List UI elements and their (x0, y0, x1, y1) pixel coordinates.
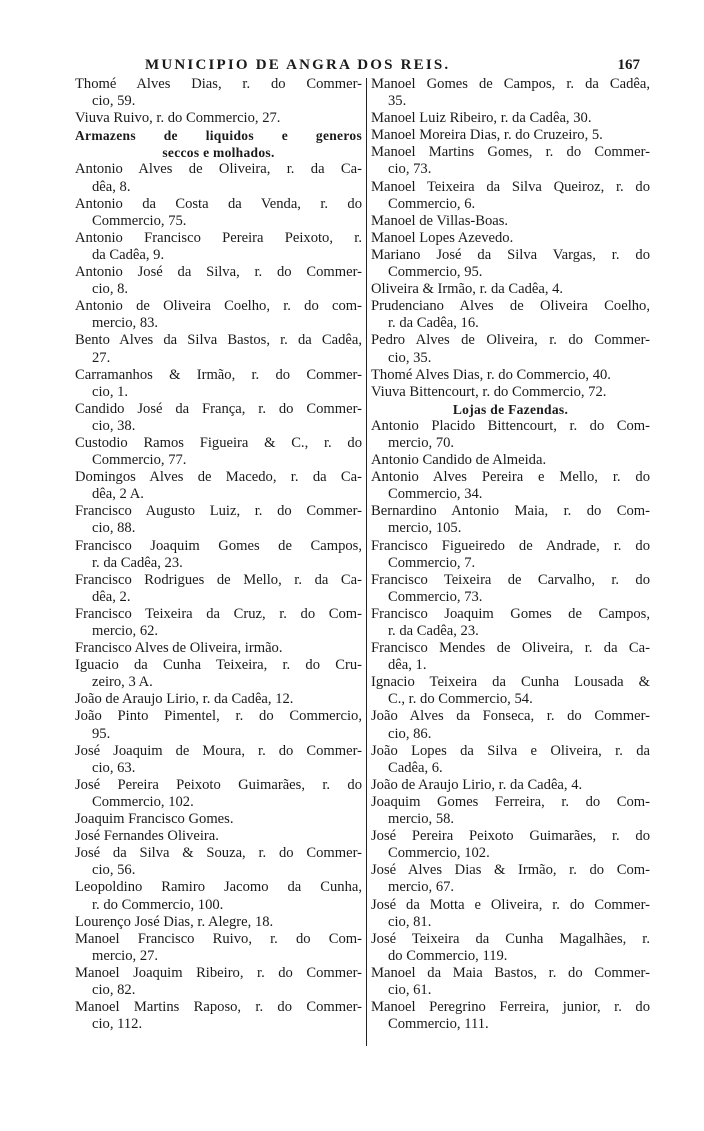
entry-line: Mariano José da Silva Vargas, r. do (371, 246, 650, 263)
directory-entry (75, 691, 362, 708)
entry-line: João Alves da Fonseca, r. do Commer- (371, 708, 650, 725)
directory-entry (75, 538, 362, 572)
entry-line: Carramanhos & Irmão, r. do Commer- (75, 366, 362, 383)
entry-line: Manoel Lopes Azevedo. (371, 229, 514, 246)
entry-line: Bernardino Antonio Maia, r. do Com- (371, 503, 650, 520)
entry-line: 35. (388, 93, 407, 110)
entry-line: Manoel Martins Raposo, r. do Commer- (75, 999, 362, 1016)
directory-entry (371, 794, 650, 828)
entry-line: Commercio, 95. (388, 264, 483, 281)
entry-line: da Cadêa, 9. (92, 246, 165, 263)
entry-line: Manoel de Villas-Boas. (371, 212, 509, 229)
entry-line: Prudenciano Alves de Oliveira Coelho, (371, 298, 650, 315)
entry-line: Antonio Alves de Oliveira, r. da Ca- (75, 161, 362, 178)
entry-line: Iguacio da Cunha Teixeira, r. do Cru- (75, 657, 362, 674)
directory-entry (371, 110, 650, 127)
entry-line: 95. (92, 725, 111, 742)
entry-line: cio, 1. (92, 383, 129, 400)
directory-entry (371, 230, 650, 247)
entry-line: Francisco Rodrigues de Mello, r. da Ca- (75, 571, 362, 588)
entry-line: mercio, 83. (92, 315, 159, 332)
entry-line: Thomé Alves Dias, r. do Commer- (75, 76, 362, 92)
entry-line: Bento Alves da Silva Bastos, r. da Cadêa, (75, 332, 362, 349)
entry-line: mercio, 58. (388, 811, 455, 828)
directory-entry (75, 401, 362, 435)
entry-line: João Lopes da Silva e Oliveira, r. da (371, 742, 650, 759)
entry-line: Francisco Joaquim Gomes de Campos, (75, 537, 362, 554)
directory-entry (371, 76, 650, 110)
directory-entry (371, 777, 650, 794)
entry-line: cio, 88. (92, 520, 136, 537)
entry-line: Viuva Bittencourt, r. do Commercio, 72. (371, 383, 607, 400)
entry-line: cio, 61. (388, 981, 432, 998)
entry-line: cio, 86. (388, 725, 432, 742)
entry-line: Cadêa, 6. (388, 759, 443, 776)
entry-line: cio, 59. (92, 93, 136, 110)
directory-entry (371, 367, 650, 384)
directory-entry (75, 879, 362, 913)
entry-line: cio, 81. (388, 913, 432, 930)
entry-line: João Pinto Pimentel, r. do Commercio, (75, 708, 362, 725)
directory-entry (75, 572, 362, 606)
directory-entry (75, 743, 362, 777)
directory-entry (75, 931, 362, 965)
entry-line: Commercio, 6. (388, 195, 476, 212)
directory-entry (75, 845, 362, 879)
entry-line: Manoel Peregrino Ferreira, junior, r. do (371, 999, 650, 1016)
entry-line: João de Araujo Lirio, r. da Cadêa, 12. (75, 691, 294, 708)
entry-line: r. do Commercio, 100. (92, 896, 224, 913)
directory-entry (371, 247, 650, 281)
entry-line: r. da Cadêa, 23. (388, 623, 479, 639)
entry-line: Commercio, 73. (388, 588, 483, 605)
entry-line: José Teixeira da Cunha Magalhães, r. (371, 930, 650, 947)
entry-line: cio, 38. (92, 417, 136, 434)
entry-line: José da Motta e Oliveira, r. do Commer- (371, 896, 650, 913)
directory-entry (75, 914, 362, 931)
directory-entry (75, 230, 362, 264)
entry-line: Antonio Candido de Almeida. (371, 452, 547, 469)
entry-line: Commercio, 75. (92, 212, 187, 229)
entry-line: Commercio, 7. (388, 554, 476, 571)
directory-entry (371, 965, 650, 999)
entry-line: Commercio, 111. (388, 1016, 489, 1033)
entry-line: José Pereira Peixoto Guimarães, r. do (371, 828, 650, 845)
entry-line: João de Araujo Lirio, r. da Cadêa, 4. (371, 776, 583, 793)
entry-line: mercio, 105. (388, 520, 462, 537)
entry-line: Francisco Alves de Oliveira, irmão. (75, 640, 283, 657)
directory-entry (371, 640, 650, 674)
directory-entry (75, 196, 362, 230)
entry-line: Commercio, 102. (92, 793, 194, 810)
entry-line: Ignacio Teixeira da Cunha Lousada & (371, 674, 650, 691)
running-header (145, 57, 640, 77)
entry-line: Antonio Francisco Pereira Peixoto, r. (75, 229, 362, 246)
directory-entry (371, 452, 650, 469)
entry-line: r. da Cadêa, 23. (92, 554, 183, 571)
entry-line: Commercio, 77. (92, 452, 187, 469)
entry-line: cio, 112. (92, 1016, 143, 1033)
entry-line: Francisco Joaquim Gomes de Campos, (371, 605, 650, 622)
entry-line: dêa, 2. (92, 588, 131, 605)
entry-line: dêa, 8. (92, 178, 131, 195)
entry-line: Commercio, 102. (388, 845, 490, 862)
directory-entry (75, 161, 362, 195)
entry-line: dêa, 1. (388, 657, 427, 674)
entry-line: 27. (92, 349, 111, 366)
entry-line: Joaquim Francisco Gomes. (75, 811, 234, 828)
entry-line: Antonio Placido Bittencourt, r. do Com- (371, 417, 650, 434)
entry-line: Manoel Luiz Ribeiro, r. da Cadêa, 30. (371, 110, 592, 127)
entry-line: C., r. do Commercio, 54. (388, 691, 533, 708)
left-column (75, 76, 362, 1033)
entry-line: mercio, 62. (92, 623, 159, 639)
entry-line: Francisco Figueiredo de Andrade, r. do (371, 537, 650, 554)
heading-line: Armazens de liquidos e generos (75, 128, 362, 144)
entry-line: Antonio José da Silva, r. do Commer- (75, 264, 362, 281)
entry-line: Francisco Teixeira de Carvalho, r. do (371, 571, 650, 588)
directory-entry (75, 828, 362, 845)
entry-line: José Fernandes Oliveira. (75, 828, 219, 845)
directory-entry (371, 384, 650, 401)
page-header-title: MUNICIPIO DE ANGRA DOS REIS. (145, 57, 451, 73)
entry-line: Antonio da Costa da Venda, r. do (75, 195, 362, 212)
directory-entry (75, 503, 362, 537)
directory-entry (371, 213, 650, 230)
entry-line: cio, 82. (92, 981, 136, 998)
directory-entry (371, 332, 650, 366)
page-number: 167 (617, 57, 640, 73)
directory-entry (75, 469, 362, 503)
heading-line: Lojas de Fazendas. (452, 401, 569, 417)
directory-entry (371, 862, 650, 896)
entry-line: Candido José da França, r. do Commer- (75, 400, 362, 417)
entry-line: r. da Cadêa, 16. (388, 315, 479, 332)
entry-line: Pedro Alves de Oliveira, r. do Commer- (371, 332, 650, 349)
right-column (371, 76, 650, 1033)
directory-entry (371, 708, 650, 742)
directory-entry (371, 743, 650, 777)
directory-entry (371, 931, 650, 965)
directory-entry (75, 76, 362, 110)
directory-entry (75, 657, 362, 691)
entry-line: Leopoldino Ramiro Jacomo da Cunha, (75, 879, 362, 896)
directory-entry (371, 828, 650, 862)
entry-line: Manoel Teixeira da Silva Queiroz, r. do (371, 178, 650, 195)
entry-line: cio, 63. (92, 759, 136, 776)
entry-line: Viuva Ruivo, r. do Commercio, 27. (75, 110, 281, 127)
directory-entry (371, 298, 650, 332)
entry-line: Custodio Ramos Figueira & C., r. do (75, 434, 362, 451)
entry-line: Manoel Joaquim Ribeiro, r. do Commer- (75, 964, 362, 981)
entry-line: Manoel Martins Gomes, r. do Commer- (371, 144, 650, 161)
entry-line: José Joaquim de Moura, r. do Commer- (75, 742, 362, 759)
entry-line: zeiro, 3 A. (92, 674, 153, 691)
heading-line: seccos e molhados. (162, 145, 275, 161)
directory-entry (371, 674, 650, 708)
directory-entry (371, 572, 650, 606)
directory-entry (75, 332, 362, 366)
entry-line: Joaquim Gomes Ferreira, r. do Com- (371, 793, 650, 810)
entry-line: José Alves Dias & Irmão, r. do Com- (371, 862, 650, 879)
directory-entry (371, 897, 650, 931)
directory-entry (371, 418, 650, 452)
entry-line: Francisco Mendes de Oliveira, r. da Ca- (371, 640, 650, 657)
directory-entry (75, 965, 362, 999)
directory-entry (371, 179, 650, 213)
entry-line: Francisco Teixeira da Cruz, r. do Com- (75, 605, 362, 622)
column-divider (366, 78, 367, 1046)
directory-entry (371, 281, 650, 298)
directory-entry (371, 127, 650, 144)
directory-entry (371, 144, 650, 178)
entry-line: Manoel Gomes de Campos, r. da Cadêa, (371, 76, 650, 92)
directory-entry (75, 606, 362, 640)
entry-line: cio, 35. (388, 349, 432, 366)
entry-line: Commercio, 34. (388, 486, 483, 503)
section-heading (75, 127, 362, 161)
entry-line: Oliveira & Irmão, r. da Cadêa, 4. (371, 281, 564, 298)
entry-line: Domingos Alves de Macedo, r. da Ca- (75, 469, 362, 486)
entry-line: mercio, 27. (92, 947, 159, 964)
directory-entry (75, 811, 362, 828)
entry-line: José da Silva & Souza, r. do Commer- (75, 845, 362, 862)
entry-line: Manoel da Maia Bastos, r. do Commer- (371, 964, 650, 981)
directory-entry (371, 999, 650, 1033)
directory-entry (75, 640, 362, 657)
entry-line: do Commercio, 119. (388, 947, 508, 964)
section-heading (371, 401, 650, 418)
directory-entry (371, 606, 650, 640)
directory-entry (75, 708, 362, 742)
directory-entry (75, 110, 362, 127)
entry-line: cio, 56. (92, 862, 136, 879)
entry-line: Antonio Alves Pereira e Mello, r. do (371, 469, 650, 486)
entry-line: Francisco Augusto Luiz, r. do Commer- (75, 503, 362, 520)
directory-entry (371, 469, 650, 503)
directory-entry (371, 538, 650, 572)
entry-line: Antonio de Oliveira Coelho, r. do com- (75, 298, 362, 315)
directory-entry (75, 367, 362, 401)
entry-line: José Pereira Peixoto Guimarães, r. do (75, 776, 362, 793)
directory-entry (75, 264, 362, 298)
directory-entry (75, 999, 362, 1033)
entry-line: mercio, 70. (388, 434, 455, 451)
entry-line: Manoel Moreira Dias, r. do Cruzeiro, 5. (371, 127, 603, 144)
entry-line: mercio, 67. (388, 879, 455, 896)
entry-line: cio, 8. (92, 281, 129, 298)
entry-line: Thomé Alves Dias, r. do Commercio, 40. (371, 366, 611, 383)
directory-entry (75, 298, 362, 332)
entry-line: dêa, 2 A. (92, 486, 144, 503)
directory-entry (75, 435, 362, 469)
entry-line: cio, 73. (388, 161, 432, 178)
entry-line: Manoel Francisco Ruivo, r. do Com- (75, 930, 362, 947)
directory-entry (371, 503, 650, 537)
entry-line: Lourenço José Dias, r. Alegre, 18. (75, 913, 274, 930)
directory-entry (75, 777, 362, 811)
